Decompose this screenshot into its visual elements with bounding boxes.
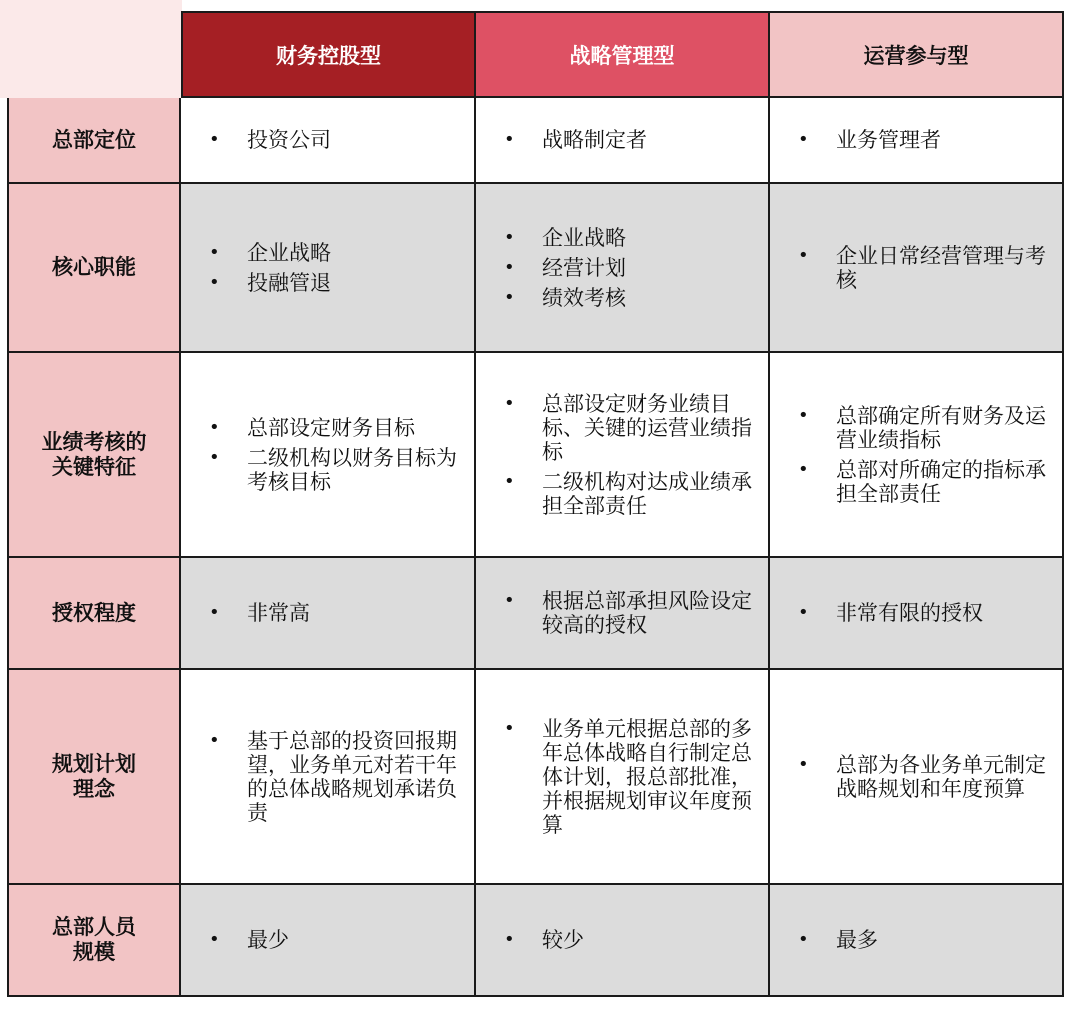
bullet-dot-icon: • <box>209 929 220 950</box>
bullet-list <box>181 595 474 631</box>
bullet-dot-icon: • <box>209 446 220 468</box>
bullet-text: 企业日常经营管理与考核 <box>836 243 1046 292</box>
cell-financial <box>181 353 476 558</box>
bullet-item <box>209 271 474 295</box>
bullet-item <box>798 601 1062 625</box>
bullet-item <box>209 928 474 952</box>
bullet-item <box>209 128 474 152</box>
bullet-text: 经营计划 <box>542 255 626 280</box>
bullet-item <box>504 470 768 518</box>
bullet-item <box>798 928 1062 952</box>
bullet-item <box>504 392 768 464</box>
column-header-label: 财务控股型 <box>276 43 381 68</box>
bullet-text: 企业战略 <box>247 240 331 265</box>
bullet-dot-icon: • <box>798 602 809 623</box>
bullet-item <box>209 446 474 494</box>
cell-operational <box>770 98 1064 184</box>
bullet-item <box>798 128 1062 152</box>
cell-strategic <box>476 353 770 558</box>
bullet-item <box>504 256 768 280</box>
row-header-label: 规划计划 理念 <box>52 751 136 801</box>
bullet-dot-icon: • <box>798 129 809 150</box>
bullet-text: 投资公司 <box>247 128 331 152</box>
bullet-list <box>181 235 474 301</box>
bullet-dot-icon: • <box>798 404 809 426</box>
bullet-dot-icon: • <box>504 392 515 414</box>
bullet-text: 二级机构对达成业绩承担全部责任 <box>542 469 752 518</box>
bullet-dot-icon: • <box>209 271 220 293</box>
bullet-list <box>181 122 474 158</box>
bullet-list <box>476 711 768 843</box>
row-header-label: 总部人员 规模 <box>52 915 136 964</box>
bullet-item <box>504 286 768 310</box>
bullet-item <box>209 416 474 440</box>
bullet-text: 最少 <box>247 928 289 952</box>
bullet-text: 总部为各业务单元制定战略规划和年度预算 <box>836 752 1046 801</box>
bullet-list <box>770 238 1062 298</box>
bullet-item <box>209 729 474 825</box>
bullet-list <box>770 922 1062 958</box>
bullet-item <box>209 601 474 625</box>
bullet-item <box>798 404 1062 452</box>
bullet-list <box>770 398 1062 512</box>
cell-strategic <box>476 885 770 997</box>
bullet-list <box>476 386 768 524</box>
bullet-dot-icon: • <box>798 929 809 950</box>
bullet-item <box>504 128 768 152</box>
bullet-text: 总部确定所有财务及运营业绩指标 <box>836 403 1046 452</box>
cell-financial <box>181 98 476 184</box>
bullet-text: 总部设定财务目标 <box>247 415 415 440</box>
cell-financial <box>181 885 476 997</box>
bullet-text: 总部对所确定的指标承担全部责任 <box>836 457 1046 506</box>
cell-strategic <box>476 98 770 184</box>
bullet-dot-icon: • <box>798 244 809 266</box>
bullet-text: 基于总部的投资回报期望，业务单元对若干年的总体战略规划承诺负责 <box>247 728 457 825</box>
bullet-dot-icon: • <box>209 602 220 623</box>
cell-financial <box>181 670 476 885</box>
bullet-dot-icon: • <box>209 129 220 150</box>
bullet-list <box>770 747 1062 807</box>
bullet-list <box>181 410 474 500</box>
row-header-label: 总部定位 <box>52 127 136 152</box>
bullet-dot-icon: • <box>209 416 220 438</box>
bullet-list <box>476 922 768 958</box>
bullet-dot-icon: • <box>798 753 809 775</box>
bullet-text: 较少 <box>542 928 584 952</box>
bullet-dot-icon: • <box>209 241 220 263</box>
cell-strategic <box>476 670 770 885</box>
bullet-text: 非常高 <box>247 601 310 625</box>
cell-financial <box>181 184 476 353</box>
bullet-dot-icon: • <box>504 717 515 739</box>
table-corner <box>0 0 182 98</box>
bullet-text: 绩效考核 <box>542 285 626 310</box>
cell-financial <box>181 558 476 670</box>
column-header-label: 战略管理型 <box>569 43 675 68</box>
bullet-list <box>476 583 768 643</box>
bullet-dot-icon: • <box>504 286 515 308</box>
bullet-list <box>476 122 768 158</box>
bullet-list <box>770 122 1062 158</box>
column-header-operational <box>770 11 1064 98</box>
cell-operational <box>770 670 1064 885</box>
cell-strategic <box>476 184 770 353</box>
bullet-item <box>504 717 768 837</box>
bullet-item <box>798 458 1062 506</box>
bullet-item <box>798 753 1062 801</box>
row-header <box>7 558 181 670</box>
bullet-text: 根据总部承担风险设定较高的授权 <box>542 589 752 637</box>
bullet-text: 业务管理者 <box>836 128 941 152</box>
bullet-text: 非常有限的授权 <box>836 601 983 625</box>
row-header-label: 核心职能 <box>52 255 136 279</box>
column-header-strategic <box>476 11 770 98</box>
row-header-label: 业绩考核的 关键特征 <box>41 429 147 479</box>
bullet-text: 总部设定财务业绩目标、关键的运营业绩指标 <box>542 391 752 464</box>
bullet-item <box>504 589 768 637</box>
row-header <box>7 98 181 184</box>
bullet-dot-icon: • <box>209 729 220 751</box>
cell-operational <box>770 184 1064 353</box>
row-header <box>7 885 181 997</box>
bullet-item <box>209 241 474 265</box>
bullet-text: 最多 <box>836 928 878 952</box>
bullet-list <box>770 595 1062 631</box>
bullet-list <box>476 220 768 316</box>
bullet-list <box>181 723 474 831</box>
cell-operational <box>770 353 1064 558</box>
row-header <box>7 184 181 353</box>
bullet-text: 二级机构以财务目标为考核目标 <box>247 445 457 494</box>
bullet-item <box>504 928 768 952</box>
bullet-dot-icon: • <box>504 129 515 150</box>
bullet-text: 战略制定者 <box>542 128 647 152</box>
bullet-text: 投融管退 <box>247 270 331 295</box>
bullet-dot-icon: • <box>504 590 515 611</box>
cell-operational <box>770 558 1064 670</box>
column-header-financial <box>181 11 476 98</box>
bullet-dot-icon: • <box>504 226 515 248</box>
bullet-text: 业务单元根据总部的多年总体战略自行制定总体计划，报总部批准，并根据规划审议年度预算 <box>542 716 752 837</box>
bullet-item <box>504 226 768 250</box>
bullet-dot-icon: • <box>504 256 515 278</box>
bullet-dot-icon: • <box>504 470 515 492</box>
bullet-item <box>798 244 1062 292</box>
row-header <box>7 670 181 885</box>
row-header <box>7 353 181 558</box>
cell-operational <box>770 885 1064 997</box>
bullet-dot-icon: • <box>504 929 515 950</box>
bullet-dot-icon: • <box>798 458 809 480</box>
column-header-label: 运营参与型 <box>863 43 969 68</box>
cell-strategic <box>476 558 770 670</box>
row-header-label: 授权程度 <box>52 600 136 625</box>
bullet-list <box>181 922 474 958</box>
bullet-text: 企业战略 <box>542 225 626 250</box>
